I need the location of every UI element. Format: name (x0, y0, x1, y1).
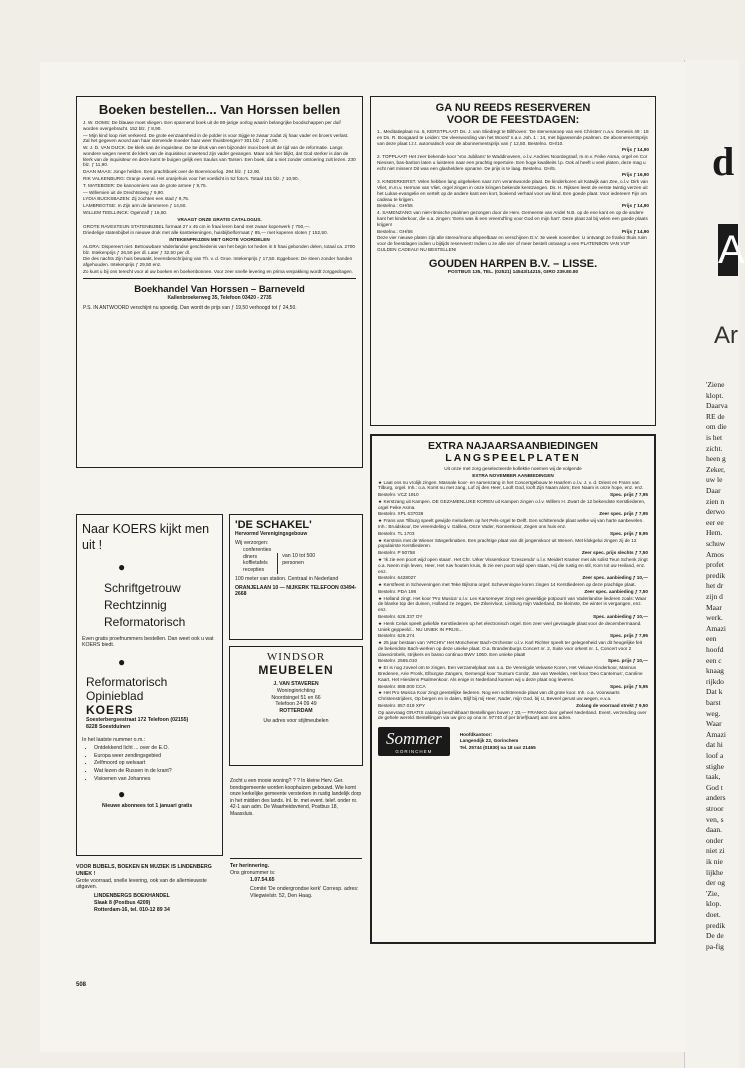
divider (83, 278, 356, 279)
horssen-book-entry: WILLEM TEELLINCK: Ogenzalf ƒ 16,50. (83, 209, 168, 215)
schakel-service: diners (243, 553, 258, 560)
sommer-record-text: ★ Er is nog zoveel om te zingen. Een verzamelplaat van o.a. De Verenigde Veluwse Koren, Het Veluwe Kinderkoor, Marinus Bredenen, Arie Pronk, Elburgse Zangers, Gemengd koor 'Sursum Corda', Jan van Weelden, Het koor 'Deo Cantemus', Caroline Kaart, Het Hierdens Psalmenkoor. Als enige in Nederland kunnen wij u deze plaat nog leveren. (378, 665, 643, 682)
sommer-office (460, 732, 536, 752)
sommer-record-no: Bestelnr. 6428027 (378, 575, 416, 581)
sommer-record-item (378, 690, 648, 709)
schakel-service: conferenties (243, 546, 272, 553)
sommer-record-footer (378, 684, 648, 691)
bullet-dot: ● (118, 787, 126, 802)
next-page-line: lijkhe (706, 867, 724, 877)
sommer-record-text: ★ Het Pro Musica Koor zingt geestelijke liederen. Nog een schitterende plaat van dit grote koor. Inh. o.a. Voorwaarts Christenstrijders, Op bergen en in dalen, Blijf bij mij Heer, Nader, mijn God, bij U, Beveel gerust uw wegen, e.v.a. (378, 690, 620, 702)
harpen-item-4: 4. SAMENZANG van niet-ritmische psalmen gezongen door de Herv. Gemeente van Andel N.B. op de ene kant en op de andere kant het kinderkoor, die o.a. zingen: 'Eens was ik een vreemd'ling voor God en mijn hart'. Deze plaat zal bij velen een goede plaats krijgen! (377, 210, 648, 227)
horssen-title: Boeken bestellen... Van Horssen bellen (98, 102, 341, 117)
next-page-line: predik (706, 920, 726, 930)
koers-values (82, 580, 217, 632)
sommer-record-no: Bestelnr. 2565.010 (378, 658, 418, 664)
schakel-ad (229, 514, 363, 640)
next-page-line: predik (706, 570, 726, 580)
next-page-line: profet (706, 560, 724, 570)
schakel-note: 100 meter van station. Centraal in Nederland (235, 575, 339, 582)
koers-value: Reformatorisch (104, 615, 186, 630)
next-page-line: onder (706, 835, 724, 845)
next-page-line: eer ee (706, 517, 724, 527)
sommer-record-footer (378, 633, 648, 640)
sommer-record-item (378, 480, 648, 499)
koers-mag-1: Reformatorisch (86, 675, 168, 690)
sommer-record-footer (378, 550, 648, 557)
next-page-heading-letter: d (712, 139, 735, 184)
sommer-record-item (378, 665, 648, 690)
horssen-book-entry: RIK VALKENBURG: Oranje overal. Het oranjehuis voor het voetlicht in 52 foto's. Totaal 151 blz. ƒ 10,90. (83, 176, 299, 182)
sommer-record-text: ★ 25 jaar bestaan van 'ARCHIV' Het Münchener Bach-Orchester o.l.v. Karl Richter speelt ter gelegenheid van dit heugelijke feit de bekendste Bach-werken op deze unieke plaat. O.a. Brandenburgs Concert nr. 2, Suite voor orkest nr. 1, Concert voor 2 clavecimbels, strijkers en basso continuo BWV 1060. Een unieke plaat! (378, 640, 643, 657)
windsor-sub: Woninginrichting (276, 687, 316, 694)
page-number: 508 (76, 982, 87, 988)
harpen-item-1: 1.. Meditatieplaat no. 6, KERSTPLAAT! Ds. J. van Sliedregt te Bilthoven: 'De stervenaroep van een Christen' n.a.v. Genesis 49 : 18 en Ds. R. Boogaard te Leiden: 'De vleeswording van het Woord' n.a.v. Joh. 1 : 14, met bijpassende psalmen. De abonnementsprijs van deze plaat t.z.t. automatisch voor de abonnementsprijs van ƒ 12,50. Bestelno. GH/10. (377, 129, 649, 146)
koers-issue-list (88, 745, 217, 783)
next-page-line: derwo (706, 507, 725, 517)
koers-address: Soesterbergsestraat 172 Telefoon (02155) 8228 Soestduinen (86, 717, 189, 730)
next-page-line: Daarva (706, 401, 728, 411)
sommer-record-price: Zeer spec. prijs ƒ 7,95 (599, 511, 648, 517)
next-page-line: ik nie (706, 857, 723, 866)
next-page-line: zijn d (706, 592, 723, 601)
sommer-record-footer (378, 575, 648, 582)
schakel-address: ORANJELAAN 10 — NIJKERK TELEFOON 03494-2668 (235, 584, 357, 598)
sommer-record-item (378, 538, 648, 557)
next-page-line: taak, (706, 772, 721, 782)
sommer-record-item (378, 582, 648, 596)
sommer-record-no: Bestelnr. 626.337 OY (378, 613, 423, 619)
harpen-item-3-no: Bestelno.: GH/55 (377, 203, 413, 209)
sommer-record-footer (378, 658, 648, 665)
next-page-line: schuw (706, 539, 726, 548)
horssen-book-entry: — Mijn kind loop niet verkeerd. De grote eenzaamheid in de polder is voor Sijgje te zwaar zodat zij haar vader en broers verlast. Zal het gegeven woord aan haar stervende moeder haar weer thuisbrengen? 301 blz. ƒ 14,90. (83, 132, 349, 144)
schakel-title: 'DE SCHAKEL' (235, 519, 312, 531)
next-page-line: doet. (706, 910, 721, 919)
windsor-phone: Telefoon 24 09 49 (275, 701, 317, 708)
next-page-line: hoofd (706, 645, 724, 654)
sommer-logo-city: GORINCHEM (395, 749, 433, 755)
schakel-service: recepties (243, 567, 265, 573)
koers-value: Schriftgetrouw (104, 580, 181, 595)
horssen-bible-entry: GROTE RAVESTEIJN STATENBIJBEL formaat 27 x 45 cm in fraai leren band met zwaar koperwerk ƒ 750,—. (83, 223, 311, 229)
sommer-record-no: Bestelnr. PDA 198 (378, 588, 417, 594)
next-page-line: loof a (706, 751, 724, 760)
koers-value: Rechtzinnig (104, 597, 167, 612)
next-page-line: Maar (706, 602, 722, 612)
next-page-line: Hem. (706, 528, 723, 538)
next-page-line: weg. (706, 708, 721, 718)
harpen-item-3: 3. KINDERKERST. Velen hebben lang uitgekeken naar zo'n verantwoorde plaat. De kinderkoren uit Katwijk aan Zee, o.l.v. Dirk van Vliet, m.m.v. Herman van Vliet, orgel zingen in onze kringen bekende kerstzangen. Ds. H. Rijksen leest de eerste twintig verzen uit het Lukas-evangelie en vertelt op de andere kant een kort, boeiend verhaal voor uw kind. Een goede plaat. Voor iedereen! Fijn om cadeau te krijgen. (377, 179, 649, 202)
horssen-ps: P.S. IN ANTWOORD verschijnt nu spoedig. Dan wordt de prijs van ƒ 19,50 verhoogd tot ƒ 24,50. (83, 304, 297, 311)
next-page-line: niet zi (706, 846, 725, 856)
sommer-record-no: Bestelnr. 888.000 CCA (378, 683, 426, 689)
next-page-line: RE de (706, 411, 725, 421)
sommer-office-address: Langendijk 22, Gorinchem (459, 738, 519, 744)
sommer-logo (378, 727, 450, 756)
sommer-record-price: Zolang de voorraad strekt ƒ 9,50 (576, 702, 648, 708)
harpen-company: GOUDEN HARPEN B.V. – LISSE. (428, 257, 598, 270)
next-page-line: zicht. (706, 443, 723, 453)
horssen-book-entry: LYDIA BUCKSBAZEN: Zij zochten een stad ƒ 9,75. (83, 196, 190, 202)
next-page-line: barst (706, 698, 721, 707)
next-page-line: uw le (706, 475, 723, 485)
horssen-bibles (83, 224, 356, 237)
next-page-black-box: A (718, 224, 738, 276)
sommer-footer (378, 727, 648, 756)
harpen-closing: Deze vier nieuwe platen zijn alle stereo/mono afspeelbaar en verschijnen D.V. 3e week november. U ontvangt ze franko thuis ruim voor de feestdagen indien u bijtijds reserveert! Indien u ze alle vier of meer bestelt ontvangt u een PLATENBON VAN VIJF GULDEN CADEAU! NU BESTELLEN! (377, 235, 647, 252)
next-page-line: is het (706, 433, 723, 442)
next-page-line: het dr (706, 581, 724, 591)
sommer-record-footer (378, 531, 648, 538)
sommer-record-no: Bestelnr. TL 1703 (378, 530, 415, 536)
sommer-record-text: ★ Kerstfeest in Scheveningen met Teke Bijlsma orgel: Scheveningse koren zingen 14 Kerstliederen op deze prachtige plaat. (378, 582, 636, 588)
sommer-record-item (378, 499, 648, 518)
sommer-title-2: LANGSPEELPLATEN (445, 452, 581, 464)
next-page-line: knaag (706, 666, 724, 676)
next-page-subheading: Ar (714, 322, 738, 349)
horssen-subscription-entry: Zo kunt u bij ons terecht voor al uw boeken en boekenbonnen. Voor zeer snelle levering en prima verpakking wordt zorggedragen. (83, 268, 353, 274)
next-page-line: Waar (706, 719, 722, 729)
sommer-record-no: Bestelnr. 857.019 XPY (378, 702, 426, 708)
next-page-line: stighe (706, 761, 724, 771)
sommer-record-text: ★ Kerstzang uit Kampen. DE GEZAMENLIJKE KOREN uit Kampen zingen o.l.v. Willem H. Zwart de 12 bekendste Kerstliederen, orgel Feike Asma. (378, 498, 646, 510)
sommer-record-price: Zeer spec. prijs slechts ƒ 7,50 (581, 550, 648, 556)
lindenbergs-sub: Grote voorraad, snelle levering, ook van de allernieuwste uitgaven. (76, 877, 207, 891)
sommer-record-price: Zeer spec. aanbieding ƒ 7,50 (584, 588, 648, 594)
horssen-subscription-entry: ALGRA: Dispereert niet. Betrouwbare Vaderlandse geschiedenis van het begin tot heden in 5 fraai gebonden delen, totaal ca. 2700 blz. Intekenprijs ƒ 26,50 per dl. Later ƒ 32,50 per dl. (83, 243, 355, 255)
sommer-record-text: ★ 'Ik zie een poort wijd open staan'. Het Chr. Urker Visserskoor 'Crescendo' o.l.v. Meidert Kramer met als solist Teun Schenk zingt o.a. Neem mijn leven, Heer, Het ruw houten kruis, Ik zie een poort wijd open staan, Hij die rustig en stil, Kom tot uw Heiland, enz. enz. (378, 556, 648, 574)
sommer-record-footer (378, 511, 648, 518)
next-page-line: rijkdo (706, 676, 724, 686)
horssen-book-entry: LAMBREGTSE: In Zijn arm de lammeren ƒ 14,50. (83, 203, 187, 209)
next-page-line: Zeker, (706, 464, 726, 474)
horssen-book-entry: — Willemien uit de Drechtsteeg ƒ 9,90. (83, 189, 165, 195)
harpen-title-2: VOOR DE FEESTDAGEN: (446, 114, 580, 126)
horssen-intekenprijzen: INTEKENPRIJZEN MET GROTE VOORDELEN (169, 237, 270, 243)
schakel-service: koffietafels (243, 560, 268, 567)
lindenbergs-ad (76, 864, 222, 913)
next-page-line: een c (706, 655, 722, 665)
herinnering-giro-label: Ons gironummer is: (230, 869, 276, 876)
harpen-item-1-price: Prijs ƒ 14,90 (621, 147, 649, 153)
harpen-item-2-price: Prijs ƒ 16,90 (621, 172, 649, 178)
sommer-intro-2: EXTRA NOVEMBER AANBIEDINGEN (472, 472, 554, 478)
sommer-record-text: ★ Henk Celuk speelt geliefde Kerstliederen op het electronisch orgel. Een zeer veel gevraagde plaat voor de decembermaand. Uniek geppeeld... NU UNIEK IN PRIJS... (378, 620, 642, 632)
horssen-book-entry: T. MATEBOER: De kannonniers van de grote armee ƒ 9,75. (83, 182, 207, 188)
lindenbergs-name: LINDENBERGS BOEKHANDEL (94, 893, 170, 899)
sommer-record-item (378, 557, 648, 582)
harpen-item-3-price: Prijs ƒ 14,90 (621, 203, 649, 209)
sommer-record-text: ★ Frans van Tilburg speelt gewijde melodieën op het Pels-orgel te Delft. Een schitterende plaat welke wij van harte aanbevelen. Inh.: Bruidskoor, De vreemdeling v. Galilea, Onze Vader, Nonnenkoor, Zegen ons huis enz. (378, 518, 644, 530)
next-page-line: daan. (706, 825, 723, 835)
koers-headline: Naar KOERS kijkt men uit ! (82, 522, 210, 553)
next-page-line: De de (706, 931, 724, 941)
horssen-book-entry: DAAN MAAS: Jonge helden. Een prachtboek over de Boerenoorlog. 294 blz. ƒ 12,90. (83, 169, 261, 175)
lindenbergs-street: Slaak 8 (Postbus 4209) (94, 899, 151, 906)
windsor-name: WINDSOR (266, 651, 326, 663)
woning-ad: Zocht u een mooie woning? ? ? In kleine Herv. Ger. bondsgemeente worden koophuizen gebouwd. Wie komt onze kerkelijke gemeente versterken in rustig landelijk dorp in het midden des lands. Inl. br. met event. telef. onder nr. 42-1 aan adm. De Waarheidsvriend, Postbus 18, Maassluis. (230, 778, 362, 817)
koers-issue-item: • Ontdekkend licht ... over de E.O. (94, 745, 217, 753)
sommer-record-item (378, 621, 648, 640)
sommer-record-text: ★ Kerstmis met de Wiener Sängerknaben. Een prachtige plaat van dit jongenskoor uit Wenen. Met klokgelui zingen zij de 12 populairste Kerstliederen. (378, 537, 637, 549)
herinnering-title: Ter herinnering. (230, 863, 270, 869)
koers-issue-item: • Wat lezen de Russen in de krant? (94, 768, 217, 776)
windsor-owner: J. VAN STAVEREN (273, 681, 319, 687)
sommer-record-price: Spec. prijs ƒ 7,95 (609, 633, 648, 639)
next-page-line: Dat k (706, 687, 723, 697)
herinnering-giro: 1.07.54.65 (250, 876, 275, 883)
next-page-line: God t (706, 782, 723, 792)
harpen-address: POSTBUS 135, TEL. (02521) 14543/14215, GIRO 239.80.80 (447, 269, 579, 275)
horssen-bible-entry: Driedelige statenbijbel in nieuwe druk met alle kanttekeningen, huisbijbelformaat ƒ 85,— met koperen sloten ƒ 152,50. (83, 230, 328, 236)
sommer-record-price: Spec. prijs ƒ 10,— (607, 658, 648, 664)
harpen-item-4-footer (377, 229, 649, 236)
windsor-city: ROTTERDAM (279, 708, 313, 714)
next-page-line: Amos (706, 549, 724, 559)
sommer-record-footer (378, 703, 648, 710)
koers-mag-name: KOERS (86, 703, 134, 718)
harpen-item-2: 2. TOPPLAAT! Het zeer bekende koor 'Vox Jubilans' te Waddinxveen, o.l.v. Andries Noordegraaf, m.m.v. Feike Asma, orgel en Cor Niessen, bas-bariton laten u luisteren naar een prachtig repertoire. Een hoge kwaliteits l.p. Ook al heeft u veel platen, deze mag u echt niet missen! Dit was een glasheldere opname. De prijs is te laag. Bestelno. GH/5. (377, 154, 648, 171)
sommer-ad (370, 434, 656, 944)
koers-ad (76, 514, 223, 856)
next-page-line: werk. (706, 613, 723, 623)
windsor-slogan: Uw adres voor stijlmeubelen (263, 717, 329, 724)
next-page-line: Daar (706, 486, 721, 495)
next-page-line: heen g (706, 454, 726, 464)
sommer-record-text: ★ Holland zingt. Het koor 'Pro Musica' o.l.v. Lex Karsemeyer zingt een geweldige potpourri van Vaderlandse liederen zoals: Waar de blanke top der duinen, Holland ze zeggen, De Zilvervloot, Limburg mijn Vaderland, De kleinste, De winter is vergangen, enz. enz. (378, 595, 647, 613)
windsor-title: MEUBELEN (258, 663, 334, 677)
sommer-office-label: Hoofdkantoor: (459, 731, 493, 737)
horssen-shop-address: Kallenbroekerweg 35, Telefoon 03420 - 2735 (167, 294, 272, 301)
sommer-record-no: Bestelnr. 626.274 (378, 633, 415, 639)
sommer-record-footer (378, 589, 648, 596)
next-page-line: zien n (706, 496, 725, 506)
horssen-book-entry: W. J. D. VAN DIJCK. De klerk van de inquisiteur. De 5e druk van een bijzonder mooi boek uit de tijd van de reformatie. Langs wondere wegen neemt de klerk van de inquisiteur onwetend zijn vader gevangen. Maar ook hier blijkt, dat God sterker is dan de klerk van de inquisiteur en deze komt te buigen gelijk een Saulus van Tarsen. Een boek, dat u niet zonder ontroering zult lezen. 230 blz. ƒ 11,90. (83, 145, 356, 168)
koers-mag-2: Opinieblad (86, 689, 144, 704)
koers-issue-item: • Zelfmoord op welvaart (94, 760, 217, 768)
bullet-dot: ● (118, 655, 126, 670)
harpen-ad (370, 96, 656, 426)
windsor-street: Noordsingel 51 en 66 (271, 694, 321, 701)
schakel-services (243, 547, 271, 574)
harpen-item-4-no: Bestelno.: GH/56 (377, 228, 413, 234)
sommer-record-price: Spec. prijs ƒ 5,95 (609, 683, 648, 689)
sommer-items (378, 480, 648, 710)
schakel-subtitle: Hervormd Verenigingsgebouw (235, 531, 308, 537)
sommer-record-item (378, 518, 648, 537)
advertisement-page (40, 62, 685, 1052)
horssen-subscription-entry: Die des nachts Zijn huis bewaakt, levensbeschrijving van Th. v. d. Groe. Intekenprijs ƒ 17,50. Eggeboen: De steen zonder handen afgehouden. Intekenprijs ƒ 29,50 enz. (83, 256, 353, 268)
sommer-record-item (378, 596, 648, 621)
horssen-book-entry: J. W. OOMS: De blauwe moet vliegen. Een spannend boek uit de 80-jarige oorlog waarin belangrijke boodschappen per duif worden overgebracht. 152 blz. ƒ 8,90. (83, 120, 341, 131)
sommer-record-price: Spec. prijs ƒ 7,95 (609, 492, 648, 498)
next-page-line: ven, s (706, 814, 724, 824)
next-page-line: anders (706, 793, 726, 803)
next-page-line: der og (706, 878, 725, 888)
sommer-closing: Op aanvraag GRATIS catalogi beschikbaar! Bestellingen boven ƒ 20,— FRANKO door geheel Nederland. Event. verzending over de gehele wereld. Bestellingen via uw giro op ona nr. 97740 of per brief(kaart) aan ons adres. (378, 709, 647, 721)
windsor-ad (229, 646, 363, 766)
sommer-intro: Uit onze met zorg geselecteerde kollektie noemen wij de volgende (444, 466, 582, 471)
sommer-title-1: EXTRA NAJAARSAANBIEDINGEN (428, 440, 598, 452)
koers-issue-item: • Europa weer zendingsgebied (94, 753, 217, 761)
sommer-logo-name: Sommer (386, 729, 442, 749)
sommer-record-item (378, 640, 648, 665)
koers-new-subs: Nieuwe abonnees tot 1 januari gratis (102, 803, 193, 810)
horssen-ad (76, 96, 363, 468)
horssen-books (83, 120, 356, 216)
lindenbergs-lead: VOOR BIJBELS, BOEKEN EN MUZIEK IS LINDENBERG UNIEK ! (76, 864, 212, 877)
next-page-line: Amazi (706, 729, 726, 739)
horssen-subscriptions (83, 244, 356, 275)
next-page-line: dat hi (706, 740, 723, 750)
horssen-catalogus: VRAAGT ONZE GRATIS CATALOGUS. (177, 216, 262, 222)
sommer-record-price: Spec. prijs ƒ 8,95 (609, 530, 648, 536)
next-page-line: Amazi (706, 623, 726, 633)
sommer-office-phone: Tel. 25744 (01830) na 18 uur 21465 (459, 745, 536, 751)
sommer-record-no: Bestelnr. XPL 637038 (378, 511, 424, 517)
next-page-line: 'Zie, (706, 888, 720, 898)
sommer-record-no: Bestelnr. P 50758 (378, 550, 415, 556)
next-page-line: pa-fig (706, 941, 724, 951)
bullet-dot: ● (118, 559, 126, 574)
harpen-title-1: GA NU REEDS RESERVEREN (435, 102, 591, 114)
horssen-shop-name: Boekhandel Van Horssen – Barneveld (134, 283, 305, 295)
next-page-line: klop. (706, 899, 722, 909)
next-page-line: stroor (706, 804, 724, 813)
koers-issue-item: • Visioenen van Johannes (94, 776, 217, 784)
schakel-capacity: van 10 tot 500 personen (277, 553, 332, 574)
sommer-record-no: Bestelnr. VCZ 1910 (378, 492, 419, 498)
harpen-item-4-price: Prijs ƒ 14,90 (621, 228, 649, 234)
lindenbergs-city: Rotterdam-16, tel. 010-12 89 34 (94, 906, 170, 913)
harpen-item-3-footer (377, 203, 649, 210)
sommer-record-price: Zeer spec. aanbieding ƒ 10,— (582, 575, 648, 581)
koers-issue-intro: In het laatste nummer o.m.: (82, 736, 146, 743)
schakel-provide: Wij verzorgen: (235, 540, 269, 546)
next-page-line: 'Ziene (706, 380, 725, 389)
herinnering-committee: Comité 'De ondergrondse kerk' Corresp. adres: Vliegwielstr. 52, Den Haag. (250, 886, 359, 899)
sommer-record-text: ★ Laat ons nu vrolijk zingen. Massale koor- en samenzang in het Concertgebouw te Haarlem o.l.v. J. v. d. Driest en Frans van Tilburg, orgel. Inh.: o.a. Komt nu met zang, Lof zij den Heer, Looft God, looft Zijn Naam alom; Een Naam is onze hope, enz. enz. (378, 479, 644, 491)
sommer-record-price: Spec. aanbieding ƒ 10,— (593, 613, 648, 619)
next-page-line: klopt. (706, 390, 724, 400)
sommer-record-footer (378, 492, 648, 499)
next-page-line: een (706, 634, 717, 644)
sommer-record-footer (378, 614, 648, 621)
herinnering-ad (230, 858, 362, 900)
schakel-services-block (235, 547, 357, 574)
next-page-line: om die (706, 422, 727, 432)
koers-free-samples: Even gratis proefnummers bestellen. Dan weet ook u wat KOERS biedt. (82, 635, 214, 649)
